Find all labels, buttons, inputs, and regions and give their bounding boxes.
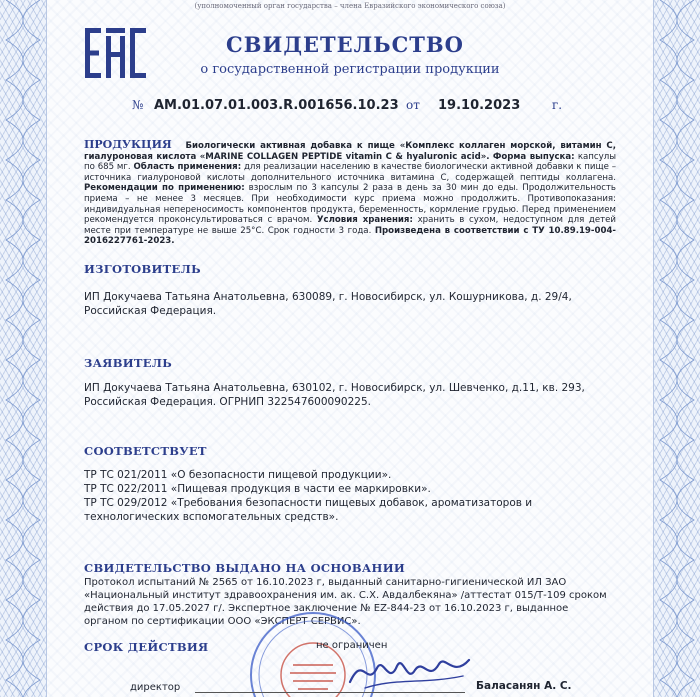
registration-number: AM.01.07.01.003.R.001656.10.23 [154, 98, 399, 113]
conformity-item: ТР ТС 021/2011 «О безопасности пищевой продукции». [84, 469, 392, 481]
conformity-list [84, 468, 604, 524]
date-label: от [406, 98, 420, 112]
eac-logo-icon [83, 26, 149, 81]
storage-text: хранить в сухом, недоступном для детей месте при температуре не выше 25°С. Срок годности 3 года. [84, 215, 617, 236]
handwritten-signature-icon [345, 648, 475, 694]
validity-heading: СРОК ДЕЙСТВИЯ [84, 640, 209, 654]
manufacturer-text: ИП Докучаева Татьяна Анатольевна, 630089, г. Новосибирск, ул. Кошурникова, д. 29/4, Российская Федерация. [84, 291, 572, 317]
basis-text: Протокол испытаний № 2565 от 16.10.2023 г, выданный санитарно-гигиенической ИЛ ЗАО «Национальный институт здравоохранения им. ак. С.Х. Авдалбекяна» /аттестат 015/Т-109 сроком действия до 17.05.2027 г/. Экспертное заключение № EZ-844-23 от 16.10.2023 г, выданное органом по сертификации ООО «ЭКСПЕРТ СЕРВИС». [84, 577, 607, 627]
product-heading: ПРОДУКЦИЯ [84, 138, 172, 151]
product-description [84, 140, 616, 247]
manufacturer-heading: ИЗГОТОВИТЕЛЬ [84, 262, 201, 276]
year-suffix: г. [552, 98, 563, 112]
signatory-name: Баласанян А. С. [476, 680, 572, 692]
certificate-subtitle: о государственной регистрации продукции [200, 62, 500, 77]
produced-text: Произведена в соответствии с ТУ 10.89.19-004-2016227761-2023. [84, 225, 616, 247]
left-border-pattern-icon [0, 0, 46, 697]
conformity-item: ТР ТС 029/2012 «Требования безопасности пищевых добавок, ароматизаторов и технологических вспомогательных средств». [84, 497, 533, 523]
form-text: капсулы по 685 мг. [84, 151, 617, 173]
scope-text: для реализации населению в качестве биологически активной добавки к пище – источника гиалуроновой кислоты дополнительного источника витамина С, содержащей пептиды коллагена. [84, 162, 616, 183]
applicant-text: ИП Докучаева Татьяна Анатольевна, 630102, г. Новосибирск, ул. Шевченко, д.11, кв. 293, Российская Федерация. ОГРНИП 322547600090225. [84, 382, 585, 408]
number-sign: № [132, 98, 144, 112]
signature-line [195, 692, 465, 693]
authority-note: (уполномоченный орган государства – члена Евразийского экономического союза) [194, 2, 506, 10]
storage-label: Условия хранения: [316, 215, 413, 226]
conformity-heading: СООТВЕТСТВУЕТ [84, 444, 207, 458]
usage-text: взрослым по 3 капсулы 2 раза в день за 30 мин до еды. Продолжительность приема – не менее 3 месяцев. При необходимости курс приема можно продолжить. Противопоказания: индивидуальная непереносимость компонентов продукта, беременность, кормление грудью. Перед применением рекомендуется проконсультироваться с врачом. [84, 183, 616, 226]
right-border-pattern-icon [654, 0, 700, 697]
product-name: Биологически активная добавка к пище «Комплекс коллаген морской, витамин С, гиалуроновая кислота «MARINE COLLAGEN PEPTIDE vitamin C & hyaluronic acid». [84, 141, 616, 162]
scope-label: Область применения: [133, 162, 242, 173]
certificate-title: СВИДЕТЕЛЬСТВО [226, 32, 464, 57]
form-label: Форма выпуска: [492, 151, 575, 162]
applicant-heading: ЗАЯВИТЕЛЬ [84, 356, 173, 370]
right-ornamental-border [653, 0, 700, 697]
conformity-item: ТР ТС 022/2011 «Пищевая продукция в части ее маркировки». [84, 483, 431, 495]
basis-heading: СВИДЕТЕЛЬСТВО ВЫДАНО НА ОСНОВАНИИ [84, 561, 406, 575]
signatory-role: директор [130, 682, 181, 693]
registration-number-row [130, 98, 570, 114]
usage-label: Рекомендации по применению: [84, 183, 245, 194]
registration-date: 19.10.2023 [438, 98, 521, 113]
left-ornamental-border [0, 0, 47, 697]
validity-value: не ограничен [316, 640, 388, 651]
